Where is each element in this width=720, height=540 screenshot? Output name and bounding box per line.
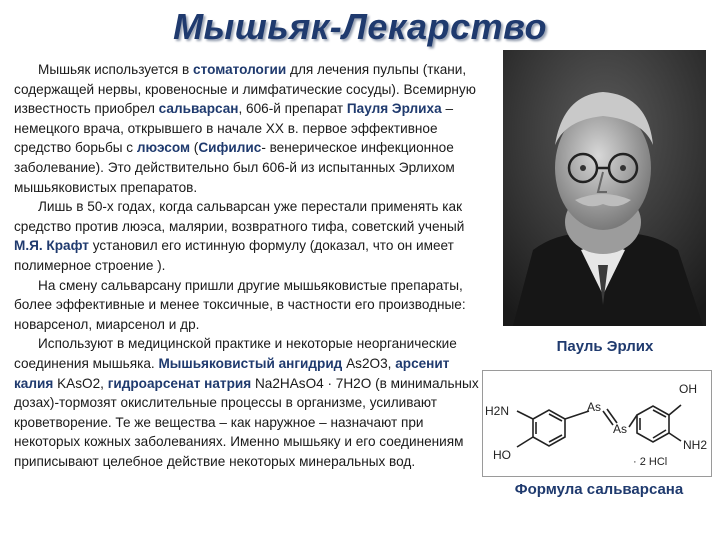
text-run: – немецкого врача, открывшего в начале XX в. первое эффективное средство борьбы с	[14, 101, 454, 156]
text-run: (	[190, 140, 199, 156]
formula-hcl: · 2 HCl	[633, 456, 668, 468]
paragraph-4	[14, 334, 484, 471]
slide-title: Мышьяк-Лекарство	[173, 6, 547, 47]
formula-oh-right: OH	[679, 382, 697, 396]
text-run: As2O3,	[342, 355, 396, 371]
highlight-lues: люэсом	[136, 140, 191, 156]
salvarsan-formula	[482, 370, 712, 477]
highlight-sodium-hydroarsenate: гидроарсенат натрия	[107, 375, 252, 391]
text-run: Лишь в 50-х годах, когда сальварсан уже перестали применять как средство против люэса, малярии, возвратного тифа, советский ученый	[14, 199, 465, 234]
text-run: KAsO2,	[53, 375, 108, 391]
text-run: - венерическое инфекционное заболевание). Это действительно был 606-й из испытанных Эрлихом мышьяковистых препаратов.	[14, 140, 455, 195]
highlight-ehrlich: Пауля Эрлиха	[346, 101, 442, 117]
photo-caption: Пауль Эрлих	[556, 338, 654, 355]
formula-as-2: As	[613, 422, 628, 436]
formula-h2n-left: H2N	[485, 404, 510, 418]
highlight-anhydride: Мышьяковистый ангидрид	[158, 355, 343, 371]
highlight-potassium-arsenite: арсенит калия	[14, 355, 450, 391]
text-run: На смену сальварсану пришли другие мышьяковистые препараты, более эффективные и менее токсичные, в частности его производные: новарсенол, миарсенол и др.	[14, 277, 466, 332]
highlight-salvarsan: сальварсан	[158, 101, 239, 117]
text-run: для лечения пульпы (ткани, содержащей нервы, кровеносные и лимфатические сосуды). Всемирную известность приобрел	[14, 62, 476, 117]
paragraph-3	[14, 276, 484, 335]
body-text	[14, 60, 484, 471]
text-run: Na2HAsO4 · 7H2O (в минимальных дозах)-тормозят окислительные процессы в организме, усиливают кроветворение. Те же вещества – как наружное – назначают при некоторых кожных заболеваниях. Именно мышьяку и его соединениям приписывают целебное действие некоторых минеральных вод.	[14, 375, 479, 469]
structural-formula	[483, 371, 711, 476]
formula-as-1: As	[587, 400, 602, 414]
portrait-photo	[503, 50, 706, 326]
paragraph-2	[14, 197, 484, 275]
text-run: Используют в медицинской практике и некоторые неорганические соединения мышьяка.	[14, 336, 457, 371]
text-run: установил его истинную формулу (доказал, что он имеет полимерное строение ).	[14, 238, 454, 273]
text-run: Мышьяк используется в	[38, 62, 194, 77]
formula-nh2-right: NH2	[683, 438, 708, 452]
portrait-illustration	[503, 50, 706, 326]
formula-ho-left: HO	[493, 448, 511, 462]
highlight-kraft: М.Я. Крафт	[14, 238, 89, 254]
highlight-syphilis: Сифилис	[198, 140, 262, 156]
formula-caption: Формула сальварсана	[514, 481, 684, 498]
highlight-stomatology: стоматологии	[193, 62, 287, 77]
text-run: , 606-й препарат	[238, 101, 347, 117]
paragraph-1	[14, 60, 484, 197]
